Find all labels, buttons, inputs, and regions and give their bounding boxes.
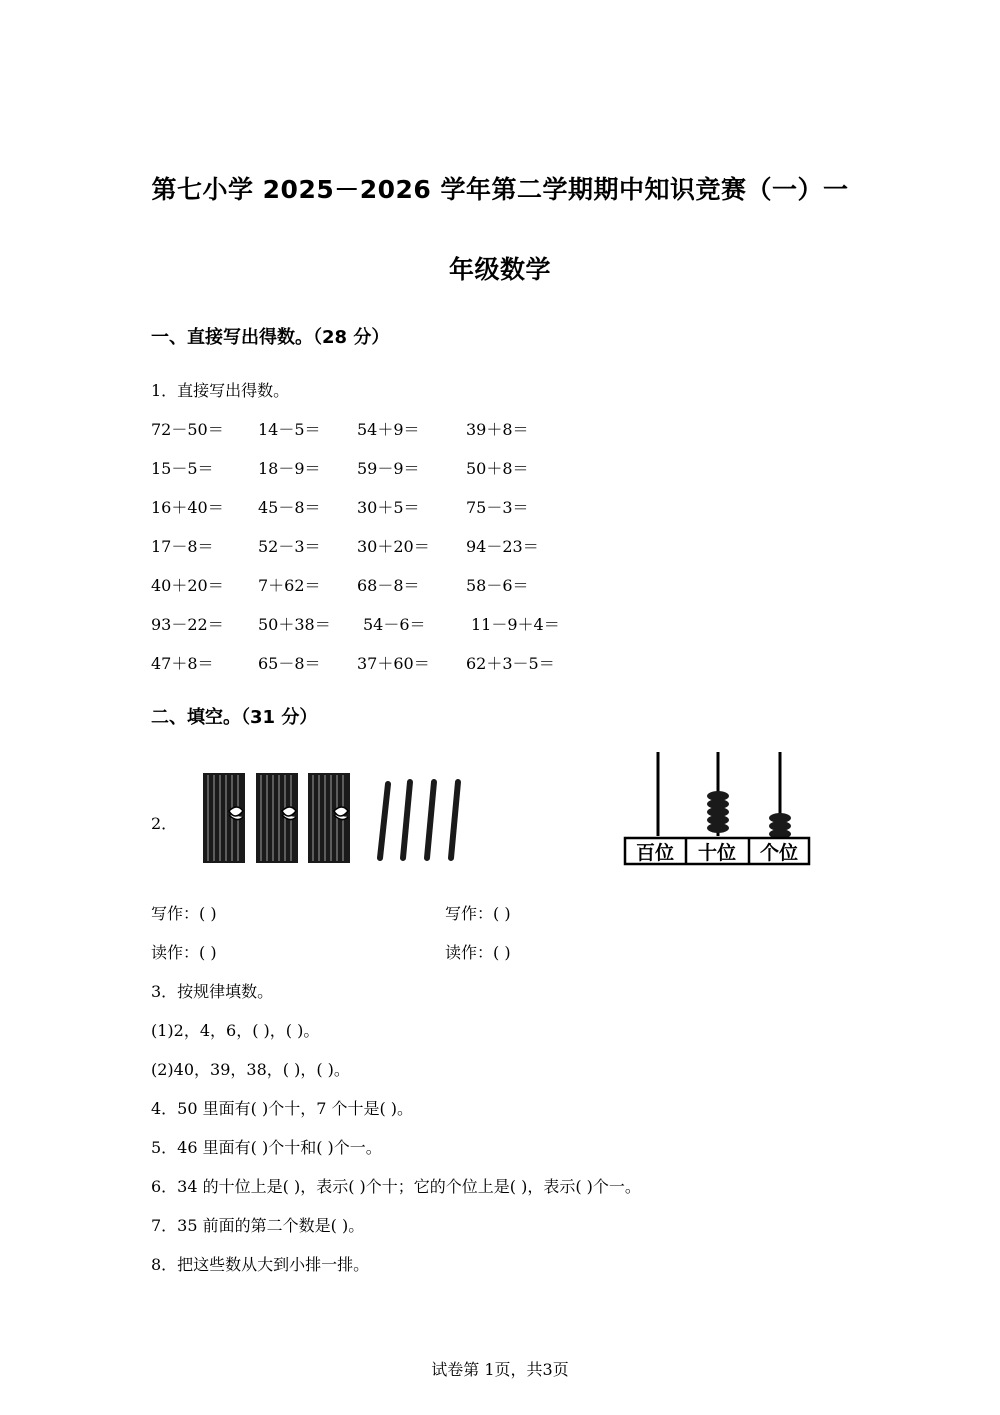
question-3: 3．按规律填数。 [151,982,274,1001]
arithmetic-problem: 47＋8＝ [151,654,214,673]
question-5: 5．46 里面有( )个十和( )个一。 [151,1138,382,1157]
ten-stick-bundle [308,773,350,863]
question-7: 7．35 前面的第二个数是( )。 [151,1216,365,1235]
arithmetic-problem: 50＋8＝ [466,459,529,478]
question-3-part1: (1)2，4，6，( )，( )。 [151,1021,320,1040]
ten-stick-bundle [203,773,245,863]
section1-heading: 一、直接写出得数。（28 分） [151,327,390,348]
arithmetic-problem: 58－6＝ [466,576,529,595]
abacus-figure [620,752,815,870]
single-sticks [380,782,458,858]
arithmetic-problem: 11－9＋4＝ [471,615,560,634]
arithmetic-problem: 72－50＝ [151,420,224,439]
question-1: 1．直接写出得数。 [151,381,290,400]
stick-bundles-figure [198,768,468,868]
question-8: 8．把这些数从大到小排一排。 [151,1255,370,1274]
write-answer-right: 写作：( ) [445,904,511,923]
arithmetic-problem: 30＋5＝ [357,498,420,517]
arithmetic-problem: 65－8＝ [258,654,321,673]
arithmetic-problem: 39＋8＝ [466,420,529,439]
section2-heading: 二、填空。（31 分） [151,707,318,728]
arithmetic-problem: 54－6＝ [363,615,426,634]
arithmetic-problem: 59－9＝ [357,459,420,478]
question-3-part2: (2)40，39，38，( )，( )。 [151,1060,350,1079]
read-answer-right: 读作：( ) [445,943,511,962]
arithmetic-problem: 7＋62＝ [258,576,321,595]
arithmetic-problem: 37＋60＝ [357,654,430,673]
arithmetic-problem: 17－8＝ [151,537,214,556]
arithmetic-problem: 15－5＝ [151,459,214,478]
arithmetic-problem: 93－22＝ [151,615,224,634]
question-4: 4．50 里面有( )个十，7 个十是( )。 [151,1099,414,1118]
abacus-label-tens: 十位 [697,842,737,864]
arithmetic-problem: 94－23＝ [466,537,539,556]
arithmetic-problem: 45－8＝ [258,498,321,517]
arithmetic-problem: 30＋20＝ [357,537,430,556]
abacus-label-hundreds: 百位 [635,842,675,864]
exam-title-line1: 第七小学 2025－2026 学年第二学期期中知识竞赛（一）一 [151,175,849,204]
write-answer-left: 写作：( ) [151,904,217,923]
arithmetic-problem: 50＋38＝ [258,615,331,634]
abacus-beads-ones [769,813,791,839]
question-2-label: 2． [151,814,178,833]
arithmetic-problem: 68－8＝ [357,576,420,595]
arithmetic-problem: 14－5＝ [258,420,321,439]
read-answer-left: 读作：( ) [151,943,217,962]
arithmetic-problem: 40＋20＝ [151,576,224,595]
arithmetic-problem: 62＋3－5＝ [466,654,555,673]
arithmetic-problem: 52－3＝ [258,537,321,556]
abacus-label-ones: 个位 [759,842,799,864]
arithmetic-problem: 16＋40＝ [151,498,224,517]
question-6: 6．34 的十位上是( )，表示( )个十；它的个位上是( )，表示( )个一。 [151,1177,641,1196]
page-footer: 试卷第 1页，共3页 [431,1360,569,1379]
arithmetic-problem: 75－3＝ [466,498,529,517]
arithmetic-problem: 18－9＝ [258,459,321,478]
ten-stick-bundle [256,773,298,863]
arithmetic-problem: 54＋9＝ [357,420,420,439]
abacus-beads-tens [707,791,729,833]
exam-title-line2: 年级数学 [448,255,551,284]
